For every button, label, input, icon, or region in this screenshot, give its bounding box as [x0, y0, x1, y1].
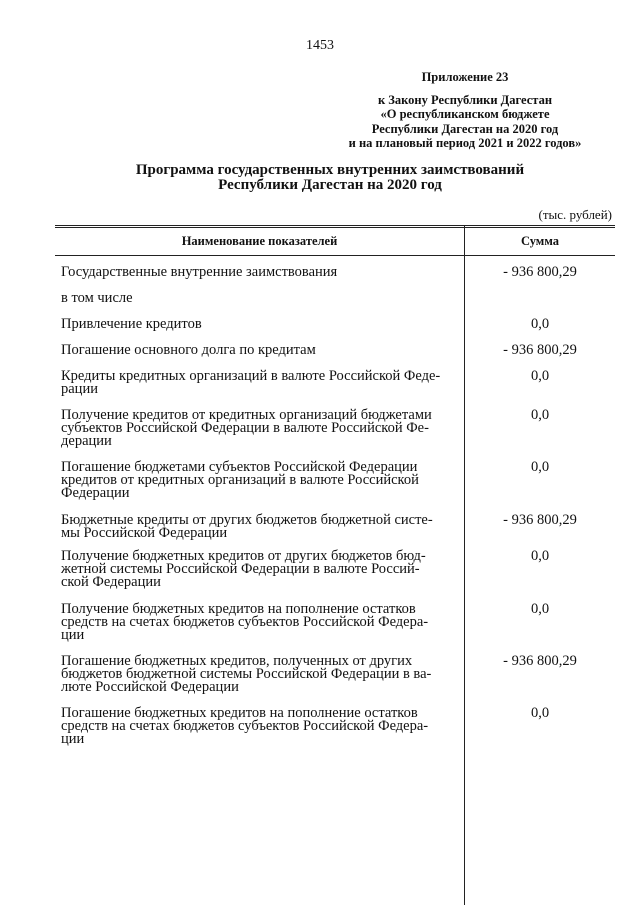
row-name: [61, 514, 456, 540]
document-title-line: Программа государственных внутренних заимствований: [135, 162, 525, 178]
row-sum: 0,0: [530, 705, 550, 721]
row-name-line: субъектов Российской Федерации в валюте Российской Фе-: [61, 420, 429, 436]
row-name-line: Погашение основного долга по кредитам: [61, 342, 316, 358]
row-name-line: бюджетов бюджетной системы Российской Федерации в ва-: [61, 666, 432, 682]
row-sum: 0,0: [530, 548, 550, 564]
row-name: [61, 707, 456, 746]
appendix-line: и на плановый период 2021 и 2022 годов»: [348, 136, 582, 150]
column-header-name: Наименование показателей: [181, 234, 338, 248]
row-name-line: Государственные внутренние заимствования: [61, 264, 338, 280]
row-name-line: Получение бюджетных кредитов от других бюджетов бюд-: [61, 548, 426, 564]
row-name: [61, 550, 456, 589]
row-name-line: дерации: [61, 433, 112, 449]
appendix-title: Приложение 23: [421, 70, 509, 84]
row-sum: 0,0: [530, 407, 550, 423]
table-top-border-double: [55, 227, 615, 228]
row-sum: 0,0: [530, 601, 550, 617]
row-name-line: кредитов от кредитных организаций в валюте Российской: [61, 472, 419, 488]
table-top-border: [55, 225, 615, 226]
row-name-line: ской Федерации: [61, 574, 161, 590]
appendix-line: Республики Дагестан на 2020 год: [371, 121, 559, 136]
row-name-line: Погашение бюджетных кредитов, полученных от других: [61, 653, 413, 669]
row-sum: - 936 800,29: [503, 653, 577, 669]
appendix-line: «О республиканском бюджете: [380, 107, 550, 121]
page-number: 1453: [306, 38, 334, 53]
column-header-sum: Сумма: [521, 234, 559, 248]
row-name: [61, 603, 456, 642]
row-name-line: Привлечение кредитов: [61, 316, 202, 332]
row-name-line: жетной системы Российской Федерации в валюте Россий-: [61, 561, 420, 577]
document-title: [60, 163, 600, 193]
row-sum: - 936 800,29: [503, 512, 577, 528]
table-header-border: [55, 255, 615, 256]
row-name-line: Получение бюджетных кредитов на пополнение остатков: [61, 601, 416, 617]
row-name-line: ции: [61, 731, 85, 747]
row-name-line: средств на счетах бюджетов субъектов Российской Федера-: [61, 614, 429, 630]
row-name: [61, 266, 456, 279]
document-title-line: Республики Дагестан на 2020 год: [218, 177, 442, 193]
row-name-line: рации: [61, 381, 98, 397]
appendix-line: к Закону Республики Дагестан: [377, 92, 553, 107]
row-name-line: мы Российской Федерации: [61, 525, 228, 541]
row-sum: 0,0: [530, 368, 550, 384]
row-name-line: Кредиты кредитных организаций в валюте Российской Феде-: [61, 368, 441, 384]
row-name-line: Погашение бюджетами субъектов Российской Федерации: [61, 459, 418, 475]
row-name: [61, 344, 456, 357]
row-name: [61, 461, 456, 500]
row-name-line: средств на счетах бюджетов субъектов Российской Федера-: [61, 718, 429, 734]
row-name-line: Погашение бюджетных кредитов на пополнение остатков: [61, 705, 418, 721]
row-sum: 0,0: [530, 459, 550, 475]
row-name: [61, 370, 456, 396]
row-name: [61, 409, 456, 448]
row-name-line: Получение кредитов от кредитных организаций бюджетами: [61, 407, 432, 423]
row-name-line: в том числе: [61, 290, 133, 306]
row-sum: - 936 800,29: [503, 264, 577, 280]
row-name-line: люте Российской Федерации: [61, 679, 239, 695]
row-name-line: ции: [61, 627, 85, 643]
row-name-line: Федерации: [61, 485, 130, 501]
row-name-line: Бюджетные кредиты от других бюджетов бюджетной систе-: [61, 512, 433, 528]
appendix-block: [330, 70, 600, 151]
row-name: [61, 318, 456, 331]
row-sum: 0,0: [530, 316, 550, 332]
row-sum: - 936 800,29: [503, 342, 577, 358]
row-name: [61, 292, 456, 305]
row-name: [61, 655, 456, 694]
units-label: (тыс. рублей): [538, 207, 612, 222]
